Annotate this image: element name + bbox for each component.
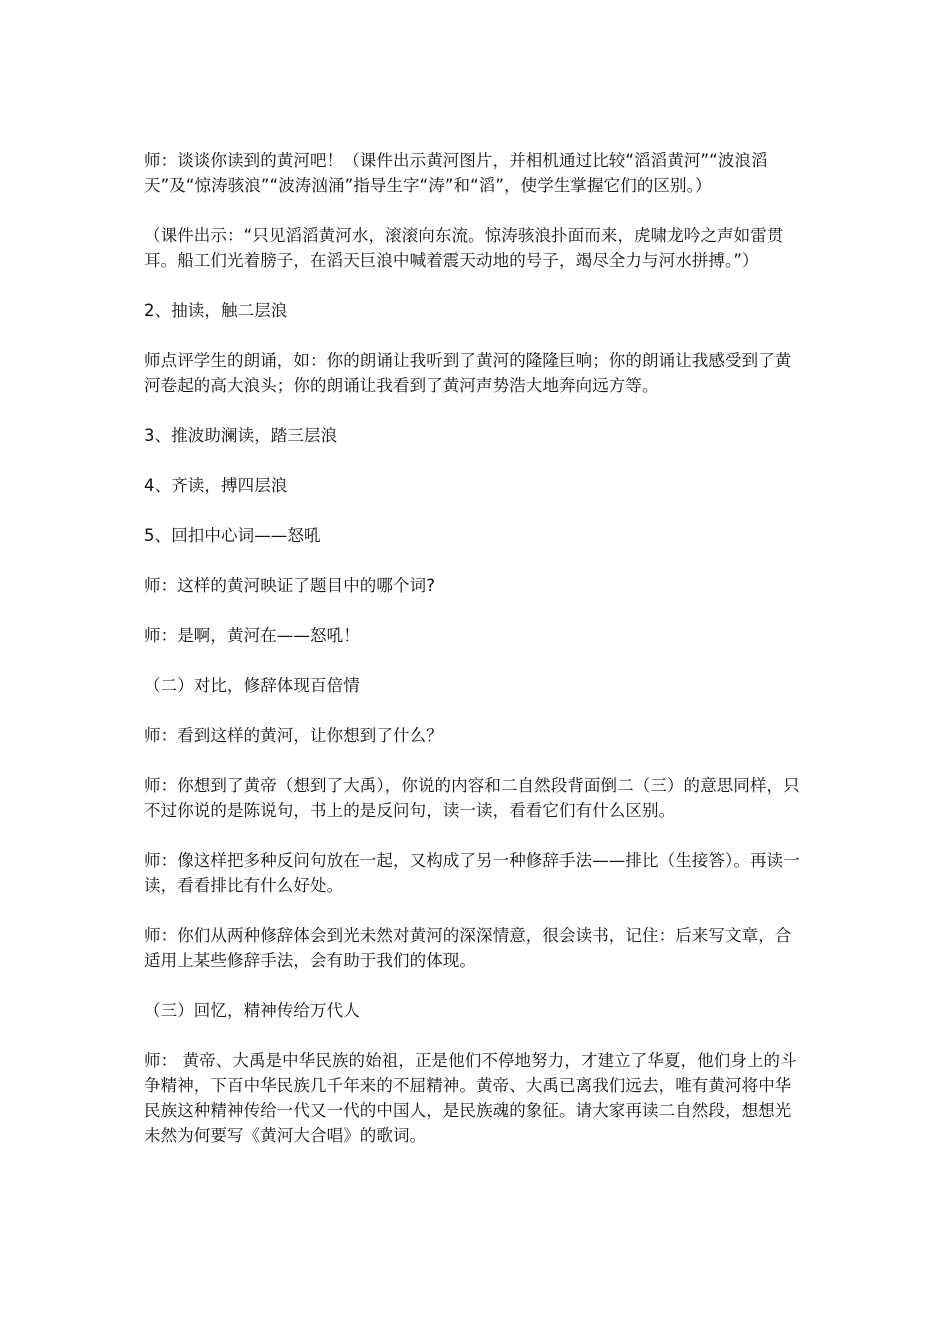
paragraph-teacher-comment-recitation: 师点评学生的朗诵，如：你的朗诵让我听到了黄河的隆隆巨响；你的朗诵让我感受到了黄河卷起的高大浪头；你的朗诵让我看到了黄河声势浩大地奔向远方等。 bbox=[144, 351, 792, 395]
paragraph-teacher-national-spirit: 师： 黄帝、大禹是中华民族的始祖，正是他们不停地努力，才建立了华夏，他们身上的斗争精神，下百中华民族几千年来的不屈精神。黄帝、大禹已离我们远去，唯有黄河将中华民族这种精神传给一代又一代的中国人，是民族魂的象征。请大家再读二自然段，想想光未然为何要写《黄河大合唱》的歌词。 bbox=[144, 1051, 797, 1145]
paragraph-teacher-rhetoric-summary: 师：你们从两种修辞体会到光未然对黄河的深深情意，很会读书，记住：后来写文章，合适用上某些修辞手法，会有助于我们的体现。 bbox=[144, 926, 792, 970]
document-body bbox=[144, 148, 806, 1173]
paragraph-teacher-roar: 师：是啊，黄河在——怒吼！ bbox=[144, 626, 360, 645]
paragraph-teacher-parallelism: 师：像这样把多种反问句放在一起，又构成了另一种修辞手法——排比（生接答）。再读一读，看看排比有什么好处。 bbox=[144, 851, 800, 895]
section-step-5-heading: 5、回扣中心词——怒吼 bbox=[144, 526, 321, 545]
section-step-2-heading: 2、抽读，触二层浪 bbox=[144, 301, 288, 320]
paragraph-teacher-question-word: 师：这样的黄河映证了题目中的哪个词? bbox=[144, 576, 436, 595]
section-part-2-heading: （二）对比，修辞体现百倍情 bbox=[144, 676, 360, 695]
section-step-3-heading: 3、推波助澜读，踏三层浪 bbox=[144, 426, 338, 445]
paragraph-teacher-discuss-yellow-river: 师：谈谈你读到的黄河吧！（课件出示黄河图片，并相机通过比较“滔滔黄河”“波浪滔天”及“惊涛骇浪”“波涛汹涌”指导生字“涛”和“滔”，使学生掌握它们的区别。） bbox=[144, 151, 768, 195]
paragraph-teacher-what-think: 师：看到这样的黄河，让你想到了什么？ bbox=[144, 726, 443, 745]
section-step-4-heading: 4、齐读，搏四层浪 bbox=[144, 476, 288, 495]
section-part-3-heading: （三）回忆，精神传给万代人 bbox=[144, 1001, 360, 1020]
paragraph-teacher-rhetorical-question: 师：你想到了黄帝（想到了大禹），你说的内容和二自然段背面倒二（三）的意思同样，只不过你说的是陈说句，书上的是反问句，读一读，看看它们有什么区别。 bbox=[144, 776, 800, 820]
paragraph-courseware-quote: （课件出示：“只见滔滔黄河水，滚滚向东流。惊涛骇浪扑面而来，虎啸龙吟之声如雷贯耳。船工们光着膀子，在滔天巨浪中喊着震天动地的号子，竭尽全力与河水拼搏。”） bbox=[144, 226, 784, 270]
